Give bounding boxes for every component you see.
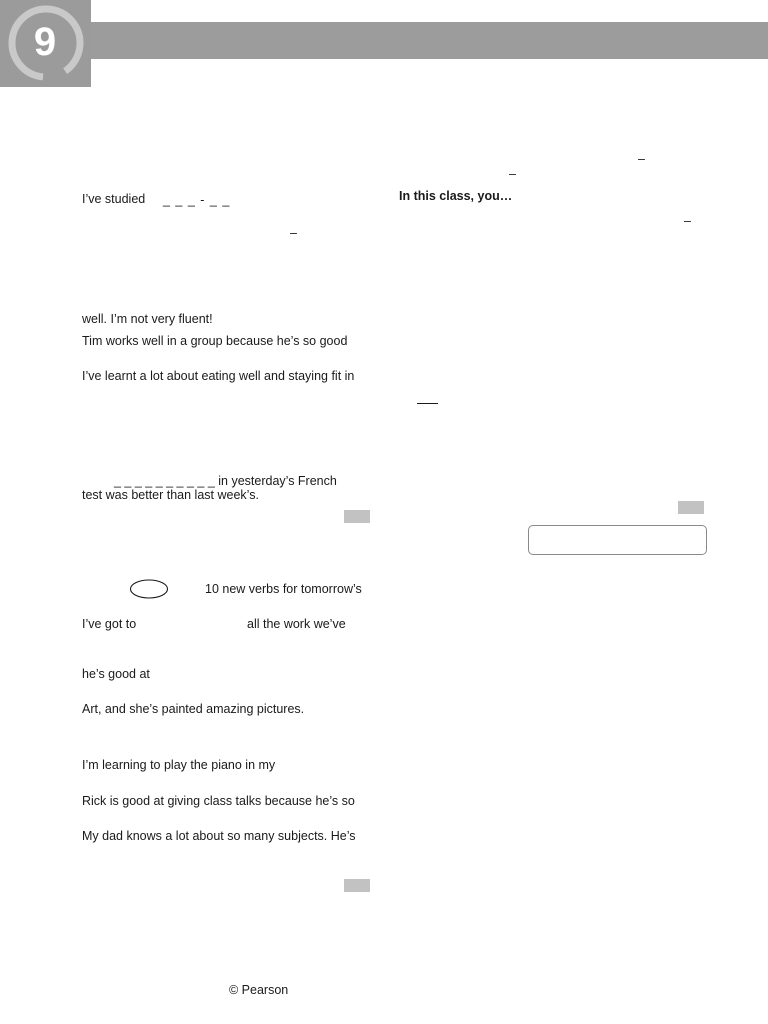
item-studied-prefix: I’ve studied	[82, 192, 146, 206]
score-box	[344, 879, 370, 892]
dash-mark: –	[509, 167, 516, 181]
answer-oval[interactable]	[129, 578, 171, 600]
total-score-box	[528, 525, 707, 555]
text-line-dad: My dad knows a lot about so many subjects. He’s	[82, 829, 356, 843]
text-line-verbs: 10 new verbs for tomorrow’s	[205, 582, 362, 596]
copyright-text: © Pearson	[229, 983, 289, 997]
score-box	[344, 510, 370, 523]
answer-line	[417, 403, 438, 404]
header-bar	[91, 22, 768, 59]
text-line-piano: I’m learning to play the piano in my	[82, 758, 276, 772]
text-line-gotto: I’ve got to	[82, 617, 137, 631]
text-line-allwork: all the work we’ve	[247, 617, 346, 631]
score-box	[678, 501, 704, 514]
text-line-eating: I’ve learnt a lot about eating well and staying fit in	[82, 369, 355, 383]
dash-mark: –	[684, 214, 691, 228]
text-line-rick: Rick is good at giving class talks because he’s so	[82, 794, 355, 808]
dash-mark: –	[638, 152, 645, 166]
item-studied-blanks[interactable]: _ _ _ - _ _	[163, 193, 231, 207]
dash-mark: –	[290, 226, 297, 240]
text-line-well: well. I’m not very fluent!	[82, 312, 213, 326]
text-line-art: Art, and she’s painted amazing pictures.	[82, 702, 305, 716]
text-line-goodat: he’s good at	[82, 667, 150, 681]
text-line-tim: Tim works well in a group because he’s so good	[82, 334, 348, 348]
unit-number: 9	[33, 20, 57, 64]
text-line-french: _ _ _ _ _ _ _ _ _ _ in yesterday’s French	[114, 474, 337, 488]
text-line-test: test was better than last week’s.	[82, 488, 259, 502]
prompt-heading: In this class, you…	[399, 189, 513, 203]
unit-badge	[0, 0, 91, 87]
